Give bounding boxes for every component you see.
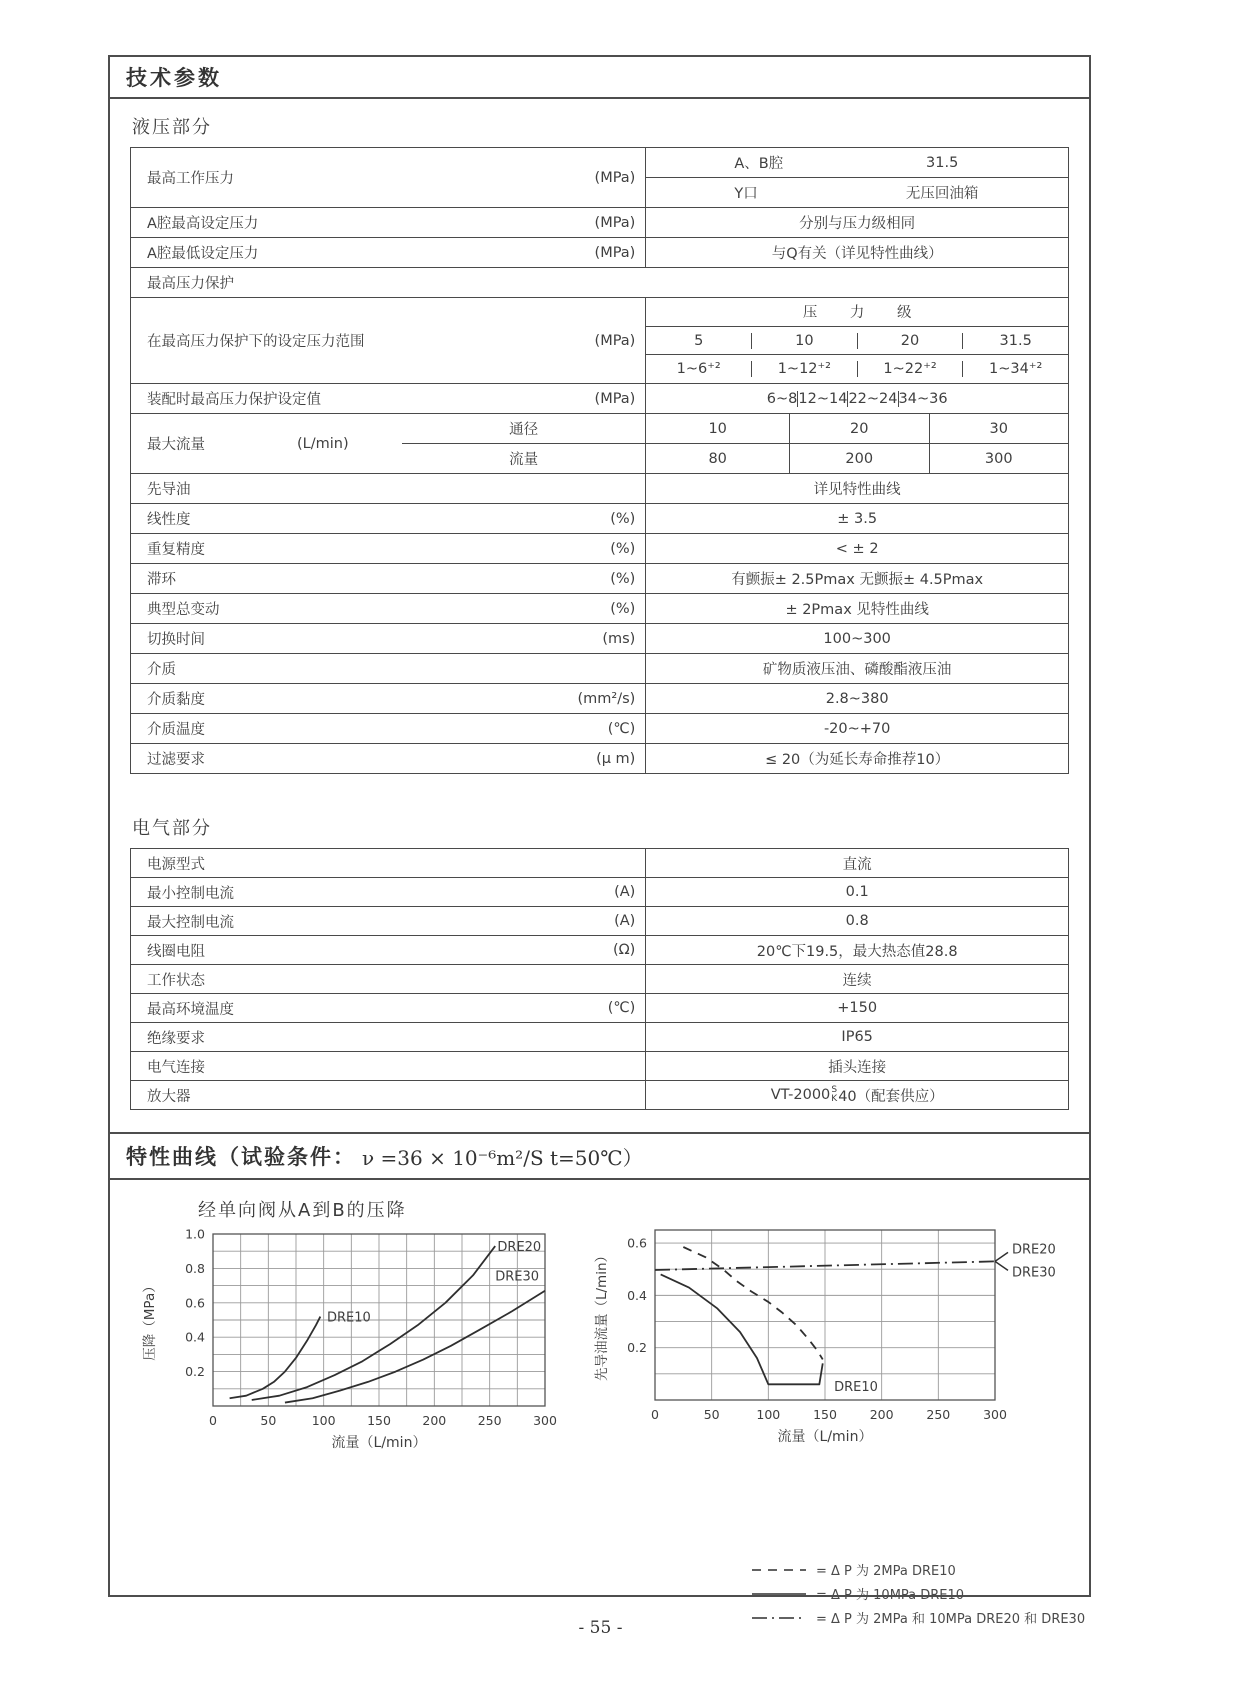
- table-row: [131, 684, 1068, 714]
- legend-line-sample: [750, 1564, 808, 1576]
- svg-text:150: 150: [367, 1413, 391, 1428]
- row-label: 典型总变动: [147, 602, 220, 618]
- cell: 5: [646, 333, 752, 349]
- row-value: ± 3.5: [837, 510, 878, 527]
- svg-text:1.0: 1.0: [185, 1226, 205, 1242]
- legend-text: = Δ P 为 10MPa DRE10: [816, 1588, 965, 1603]
- svg-text:0.4: 0.4: [627, 1287, 647, 1303]
- row-value: -20~+70: [823, 720, 891, 737]
- cell: 12~14: [798, 390, 848, 407]
- table-row: [131, 298, 1068, 384]
- svg-text:300: 300: [533, 1413, 557, 1428]
- row-value: 与Q有关（详见特性曲线）: [771, 246, 943, 262]
- row-value: IP65: [841, 1029, 873, 1045]
- flow-sub-label: 流量: [509, 452, 539, 468]
- svg-text:0: 0: [651, 1407, 659, 1422]
- row-value: 100~300: [823, 630, 891, 647]
- tech-params-content: [110, 113, 1089, 1110]
- row-label: 最高工作压力: [147, 171, 234, 187]
- row-unit: (mm²/s): [577, 690, 636, 707]
- cell: 200: [845, 450, 874, 467]
- table-row: [131, 594, 1068, 624]
- table-row: [131, 624, 1068, 654]
- electric-table: [130, 848, 1069, 1110]
- row-unit: (%): [610, 510, 636, 527]
- svg-text:100: 100: [756, 1407, 781, 1422]
- pressure-drop-chart: [118, 1220, 578, 1470]
- table-row: [131, 744, 1068, 773]
- table-row: [131, 994, 1068, 1023]
- svg-text:50: 50: [260, 1413, 277, 1428]
- chart-legend: [750, 1560, 1085, 1627]
- row-unit: (A): [614, 884, 636, 900]
- row-label: A腔最低设定压力: [147, 246, 259, 262]
- row-unit: (Ω): [612, 942, 636, 958]
- svg-text:0.6: 0.6: [627, 1235, 647, 1251]
- svg-text:50: 50: [703, 1407, 720, 1422]
- row-value: 有颤振± 2.5Pmax 无颤振± 4.5Pmax: [731, 572, 984, 588]
- row-unit: (%): [610, 570, 636, 587]
- svg-text:200: 200: [422, 1413, 447, 1428]
- row-label: 最大流量: [147, 437, 205, 453]
- row-label: 重复精度: [147, 542, 205, 558]
- cell: 20: [790, 414, 928, 444]
- row-unit: (%): [610, 540, 636, 557]
- svg-text:DRE20: DRE20: [497, 1240, 542, 1256]
- row-label: 放大器: [147, 1088, 191, 1105]
- svg-text:0.8: 0.8: [185, 1260, 205, 1276]
- chart1-title: 经单向阀从A到B的压降: [198, 1200, 407, 1221]
- cell: 1~34⁺²: [989, 361, 1043, 378]
- table-row: [131, 654, 1068, 684]
- row-label: 线圈电阻: [147, 943, 205, 960]
- table-row: [131, 907, 1068, 936]
- row-unit: (MPa): [594, 169, 636, 186]
- cell: 30: [930, 414, 1068, 444]
- row-label: 最高环境温度: [147, 1001, 234, 1018]
- legend-item: [750, 1584, 1085, 1603]
- table-row: [131, 148, 1068, 208]
- row-value: +150: [837, 1000, 878, 1016]
- legend-text: = Δ P 为 2MPa 和 10MPa DRE20 和 DRE30: [816, 1612, 1086, 1627]
- svg-text:DRE10: DRE10: [834, 1379, 878, 1395]
- row-value: 直流: [842, 856, 872, 873]
- section-header-tech-params: [110, 57, 1089, 99]
- cell: 22~24: [848, 390, 898, 407]
- row-label: 滞环: [147, 572, 176, 588]
- row-label: 工作状态: [147, 972, 205, 989]
- svg-text:150: 150: [813, 1407, 837, 1422]
- svg-text:先导油流量（L/min）: 先导油流量（L/min）: [594, 1248, 610, 1382]
- row-label: 介质: [147, 662, 176, 678]
- row-value: 无压回油箱: [905, 186, 979, 202]
- row-label: 介质黏度: [147, 692, 205, 708]
- svg-text:DRE10: DRE10: [326, 1310, 371, 1326]
- table-row: [131, 714, 1068, 744]
- table-row: [131, 936, 1068, 965]
- svg-text:100: 100: [311, 1413, 336, 1428]
- row-label: 电源型式: [147, 856, 205, 873]
- row-value: 2.8~380: [825, 690, 889, 707]
- legend-item: [750, 1560, 1085, 1579]
- row-label: A腔最高设定压力: [147, 216, 259, 232]
- row-value: 详见特性曲线: [813, 482, 901, 498]
- svg-text:0.2: 0.2: [627, 1340, 647, 1356]
- row-unit: (A): [614, 913, 636, 929]
- cell: 300: [984, 450, 1013, 467]
- page-frame: [108, 55, 1091, 1627]
- row-value: 分别与压力级相同: [799, 216, 916, 232]
- electric-section-title: 电气部分: [132, 818, 212, 839]
- cell: 6~8: [766, 390, 798, 407]
- pilot-oil-flow-chart: [590, 1220, 1070, 1470]
- table-row: [131, 1081, 1068, 1109]
- row-label: 装配时最高压力保护设定值: [147, 392, 321, 408]
- row-value: VT-2000 S K 40（配套供应）: [770, 1085, 944, 1105]
- svg-text:200: 200: [869, 1407, 894, 1422]
- pressure-level-header: 压 力 级: [646, 298, 1068, 327]
- table-row: [131, 878, 1068, 907]
- row-label: 电气连接: [147, 1059, 205, 1076]
- row-value: 0.8: [845, 913, 869, 929]
- legend-line-sample: [750, 1588, 808, 1600]
- svg-text:300: 300: [983, 1407, 1007, 1422]
- hydraulic-section-title: 液压部分: [132, 117, 212, 138]
- row-unit: (MPa): [594, 244, 636, 261]
- cell: 31.5: [999, 332, 1032, 349]
- table-row: [131, 208, 1068, 238]
- row-value: < ± 2: [835, 540, 879, 557]
- svg-text:流量（L/min）: 流量（L/min）: [331, 1435, 427, 1451]
- table-row: [131, 474, 1068, 504]
- table-row: [131, 564, 1068, 594]
- characteristic-curves-section: [110, 1180, 1089, 1630]
- row-value: 0.1: [845, 884, 869, 900]
- row-label: 介质温度: [147, 722, 205, 738]
- table-row: [131, 414, 1068, 474]
- row-unit: (μ m): [596, 750, 636, 767]
- port-label: A、B腔: [734, 156, 784, 172]
- row-value: ≤ 20（为延长寿命推荐10）: [765, 752, 950, 768]
- row-value: 插头连接: [828, 1059, 887, 1076]
- row-label: 线性度: [147, 512, 191, 528]
- row-label: 最大控制电流: [147, 914, 234, 931]
- section-header-curves: [110, 1132, 1089, 1180]
- cell: 34~36: [898, 390, 948, 407]
- cell: 20: [858, 333, 964, 349]
- row-value: 31.5: [926, 154, 959, 171]
- port-label: Y口: [734, 186, 758, 202]
- curves-test-conditions: ν =36 × 10⁻⁶m²/S t=50℃）: [362, 1145, 643, 1170]
- table-row: [131, 504, 1068, 534]
- row-value: ± 2Pmax 见特性曲线: [785, 602, 929, 618]
- row-unit: (℃): [607, 1000, 636, 1016]
- table-row: [131, 1023, 1068, 1052]
- row-label: 最高压力保护: [147, 276, 234, 292]
- row-label: 最小控制电流: [147, 885, 234, 902]
- row-unit: (MPa): [594, 214, 636, 231]
- cell: 1~22⁺²: [858, 361, 964, 377]
- table-row: [131, 238, 1068, 268]
- hydraulic-table: [130, 147, 1069, 774]
- cell: 10: [646, 414, 789, 444]
- legend-text: = Δ P 为 2MPa DRE10: [816, 1564, 956, 1579]
- row-value: 矿物质液压油、磷酸酯液压油: [762, 662, 952, 678]
- table-row: [131, 384, 1068, 414]
- table-row: [131, 965, 1068, 994]
- svg-text:0.2: 0.2: [185, 1364, 205, 1380]
- row-unit: (℃): [607, 720, 636, 737]
- cell: 1~12⁺²: [752, 361, 858, 377]
- svg-text:250: 250: [926, 1407, 951, 1422]
- table-row: [131, 849, 1068, 878]
- curves-title: 特性曲线（试验条件：: [126, 1145, 356, 1169]
- row-label: 切换时间: [147, 632, 205, 648]
- row-label: 在最高压力保护下的设定压力范围: [147, 334, 365, 350]
- flow-sub-label: 通径: [402, 414, 645, 444]
- cell: 10: [752, 333, 858, 349]
- svg-text:DRE20: DRE20: [1012, 1242, 1056, 1258]
- row-label: 绝缘要求: [147, 1030, 205, 1047]
- row-unit: (MPa): [594, 390, 636, 407]
- row-unit: (MPa): [594, 332, 636, 349]
- cell: 80: [708, 450, 727, 467]
- row-unit: (ms): [602, 630, 636, 647]
- table-row: [131, 534, 1068, 564]
- table-row: [131, 268, 1068, 298]
- page-title: 技术参数: [126, 66, 222, 90]
- svg-text:压降（MPa）: 压降（MPa）: [142, 1279, 158, 1361]
- cell: 1~6⁺²: [646, 361, 752, 377]
- row-label: 先导油: [147, 482, 191, 498]
- svg-text:DRE30: DRE30: [495, 1269, 540, 1285]
- table-row: [131, 1052, 1068, 1081]
- svg-text:0.4: 0.4: [185, 1329, 205, 1345]
- row-unit: (L/min): [297, 435, 349, 452]
- row-value: 20℃下19.5，最大热态值28.8: [756, 943, 958, 960]
- svg-text:0.6: 0.6: [185, 1295, 205, 1311]
- row-label: 过滤要求: [147, 752, 205, 768]
- row-unit: (%): [610, 600, 636, 617]
- svg-text:流量（L/min）: 流量（L/min）: [777, 1429, 873, 1445]
- svg-text:0: 0: [209, 1413, 217, 1428]
- page-number: - 55 -: [578, 1618, 623, 1638]
- row-value: 连续: [842, 972, 872, 989]
- svg-text:250: 250: [477, 1413, 502, 1428]
- svg-text:DRE30: DRE30: [1012, 1265, 1056, 1281]
